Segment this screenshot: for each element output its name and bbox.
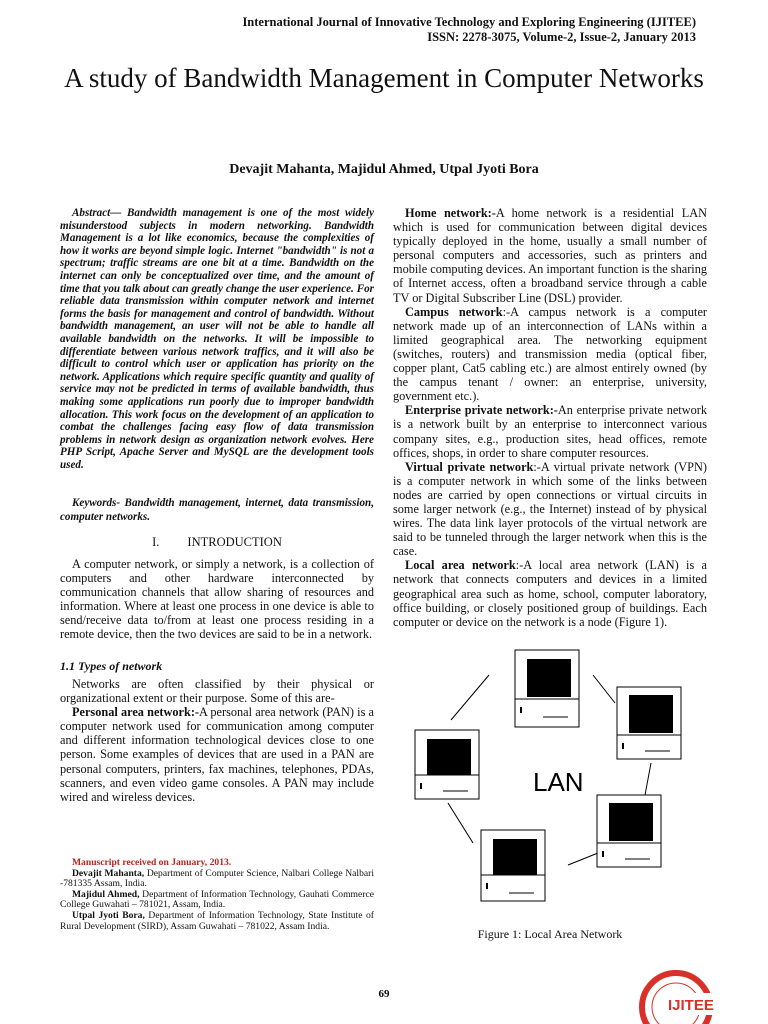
- page-number: 69: [378, 988, 390, 1000]
- pan-term: Personal area network:-: [72, 705, 200, 720]
- section-title: INTRODUCTION: [187, 535, 282, 549]
- computer-icon: [617, 687, 681, 759]
- footnotes: [60, 858, 374, 932]
- journal-issn: ISSN: 2278-3075, Volume-2, Issue-2, January 2013: [427, 30, 696, 44]
- vpn-paragraph: Virtual private network:-A virtual private network (VPN) is a computer network in which some of the links between nodes are carried by open connections or virtual circuits in some larger network (e.g., the Internet) instead of by physical wires. The data link layer protocols of the virtual network are said to be tunneled through the larger network when this is the case.: [393, 459, 707, 559]
- footnote-author-1: Devajit Mahanta, Department of Computer Science, Nalbari College Nalbari -781335 Assam, India.: [60, 867, 374, 890]
- author-list: Devajit Mahanta, Majidul Ahmed, Utpal Jyoti Bora: [229, 162, 539, 177]
- computer-icon: [481, 830, 545, 901]
- enterprise-network-paragraph: Enterprise private network:-An enterprise private network is a network built by an enterprise to interconnect various company sites, e.g., production sites, head offices, remote offices, shops, in order to share computer resources.: [393, 403, 707, 460]
- ijitee-logo: [636, 967, 734, 1024]
- journal-name: International Journal of Innovative Technology and Exploring Engineering (IJITEE): [242, 15, 696, 29]
- types-intro: Networks are often classified by their physical or organizational extent or their purpose. Some of this are-: [60, 677, 374, 706]
- computer-icon: [515, 650, 579, 727]
- introduction-paragraph: A computer network, or simply a network, is a collection of computers and other hardware interconnected by communication channels that allow sharing of resources and information. Where at least one process in one device is able to send/receive data to/from at least one process residing in a remote device, then the two devices are said to be in a network.: [60, 557, 374, 642]
- pan-paragraph: [60, 705, 374, 804]
- home-network-paragraph: Home network:-A home network is a residential LAN which is used for communication between digital devices typically deployed in the home, usually a small number of personal computers and accessories, such as printers and mobile computing devices. An important function is the sharing of Internet access, often a broadband service through a cable TV or Digital Subscriber Line (DSL) provider.: [393, 206, 707, 305]
- campus-network-paragraph: Campus network:-A campus network is a computer network made up of an interconnection of LANs within a limited geographical area. The networking equipment (switches, routers) and transmission media (optical fiber, copper plant, Cat5 cabling etc.) are almost entirely owned (by the campus tenant / owner: an enterprise, university, government etc.).: [393, 304, 708, 404]
- journal-header: [242, 15, 696, 45]
- figure-caption: Figure 1: Local Area Network: [477, 927, 623, 941]
- section-number: I.: [152, 535, 160, 549]
- section-heading: [60, 535, 374, 550]
- computer-icon: [597, 795, 661, 867]
- pan-text: A personal area network (PAN) is a computer network used for communication among computer and different information technological devices close to one person. Some examples of devices that are used in a PAN are personal computers, printers, fax machines, telephones, PDAs, scanners, and even video game consoles. A PAN may include wired and wireless devices.: [60, 705, 375, 804]
- manuscript-received: Manuscript received on January, 2013.: [72, 857, 232, 868]
- right-column: [393, 206, 707, 629]
- abstract: Abstract— Bandwidth management is one of the most widely misunderstood subjects in modern networking. Bandwidth Management is a lot like economics, because the complexities of how it works are beyond simple logic. Internet "bandwidth" is not a spectrum; traffic streams are one bit at a time. Bandwidth on the internet can only be conceptualized over time, and the amount of time that you talk about can greatly change the user experience. For reliable data transmission within computer network and internet forms the basis for management and control of bandwidth. Without bandwidth management, an user will not be able to handle all available bandwidth on the networks. It will be impossible to differentiate between various network traffics, and it will also be difficult to control which user or application has priority on the network. Applications which require specific quantity and quality of service may not be predicted in terms of available bandwidth, thus making some applications run poorly due to improper bandwidth allocation. This work focus on the development of an application to combat the challenges facing easy flow of data transmission problems in network design as organization network evolves. Here PHP Script, Apache Server and MySQL are the development tools used.: [60, 207, 374, 471]
- lan-diagram: [393, 645, 713, 921]
- footnote-author-2: Majidul Ahmed, Department of Information Technology, Gauhati Commerce College Guwahati – 781021, Assam, India.: [60, 888, 374, 911]
- logo-text: IJITEE: [668, 997, 714, 1014]
- footnote-author-3: Utpal Jyoti Bora, Department of Information Technology, State Institute of Rural Development (SIRD), Assam Guwahati – 781022, Assam India.: [60, 909, 374, 932]
- paper-title: A study of Bandwidth Management in Computer Networks: [64, 63, 704, 93]
- computer-icon: [415, 730, 479, 799]
- subsection-heading: 1.1 Types of network: [60, 659, 163, 673]
- lan-paragraph: Local area network:-A local area network (LAN) is a network that connects computers and devices in a limited geographical area such as home, school, computer laboratory, office building, or closely positioned group of buildings. Each computer or device on the network is a node (Figure 1).: [393, 558, 707, 629]
- keywords: Keywords- Bandwidth management, internet, data transmission, computer networks.: [60, 497, 374, 524]
- lan-label: LAN: [533, 767, 584, 797]
- types-of-network: [60, 677, 374, 804]
